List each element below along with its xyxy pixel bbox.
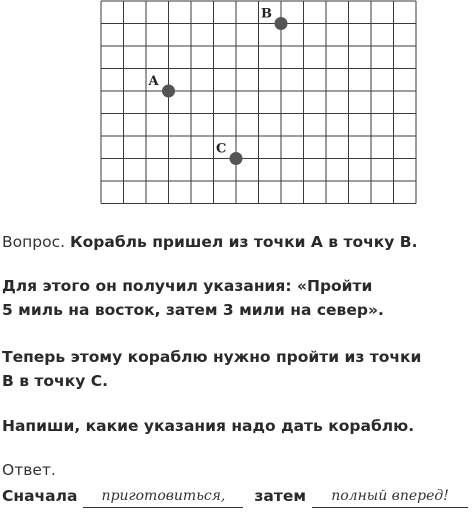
answer-first-word: Сначала: [2, 487, 78, 505]
task-prompt: Напиши, какие указания надо дать кораблю.: [2, 417, 415, 435]
point-label-b: B: [261, 6, 272, 22]
point-c: [230, 152, 243, 165]
question-line-1: [2, 230, 418, 254]
task-line-1: Теперь этому кораблю нужно пройти из точки: [2, 348, 422, 366]
answer-first-field[interactable]: приготовиться,: [83, 485, 243, 508]
coordinate-grid: [0, 0, 474, 210]
point-label-c: C: [216, 141, 227, 157]
answer-then-word: затем: [254, 487, 307, 505]
instructions-line-2: 5 миль на восток, затем 3 мили на север».: [2, 301, 384, 319]
point-label-a: A: [148, 74, 159, 89]
answer-row: [2, 484, 468, 508]
answer-label: Ответ.: [2, 461, 56, 479]
answer-then-field[interactable]: полный вперед!: [312, 485, 468, 508]
point-a: [162, 85, 175, 98]
task-line-2: В в точку С.: [2, 372, 108, 390]
instructions-line-1: Для этого он получил указания: «Пройти: [2, 277, 373, 295]
point-b: [275, 17, 288, 30]
question-text: Корабль пришел из точки А в точку В.: [69, 233, 418, 251]
grid-lines: [101, 1, 416, 204]
question-prefix: Вопрос.: [2, 233, 66, 251]
